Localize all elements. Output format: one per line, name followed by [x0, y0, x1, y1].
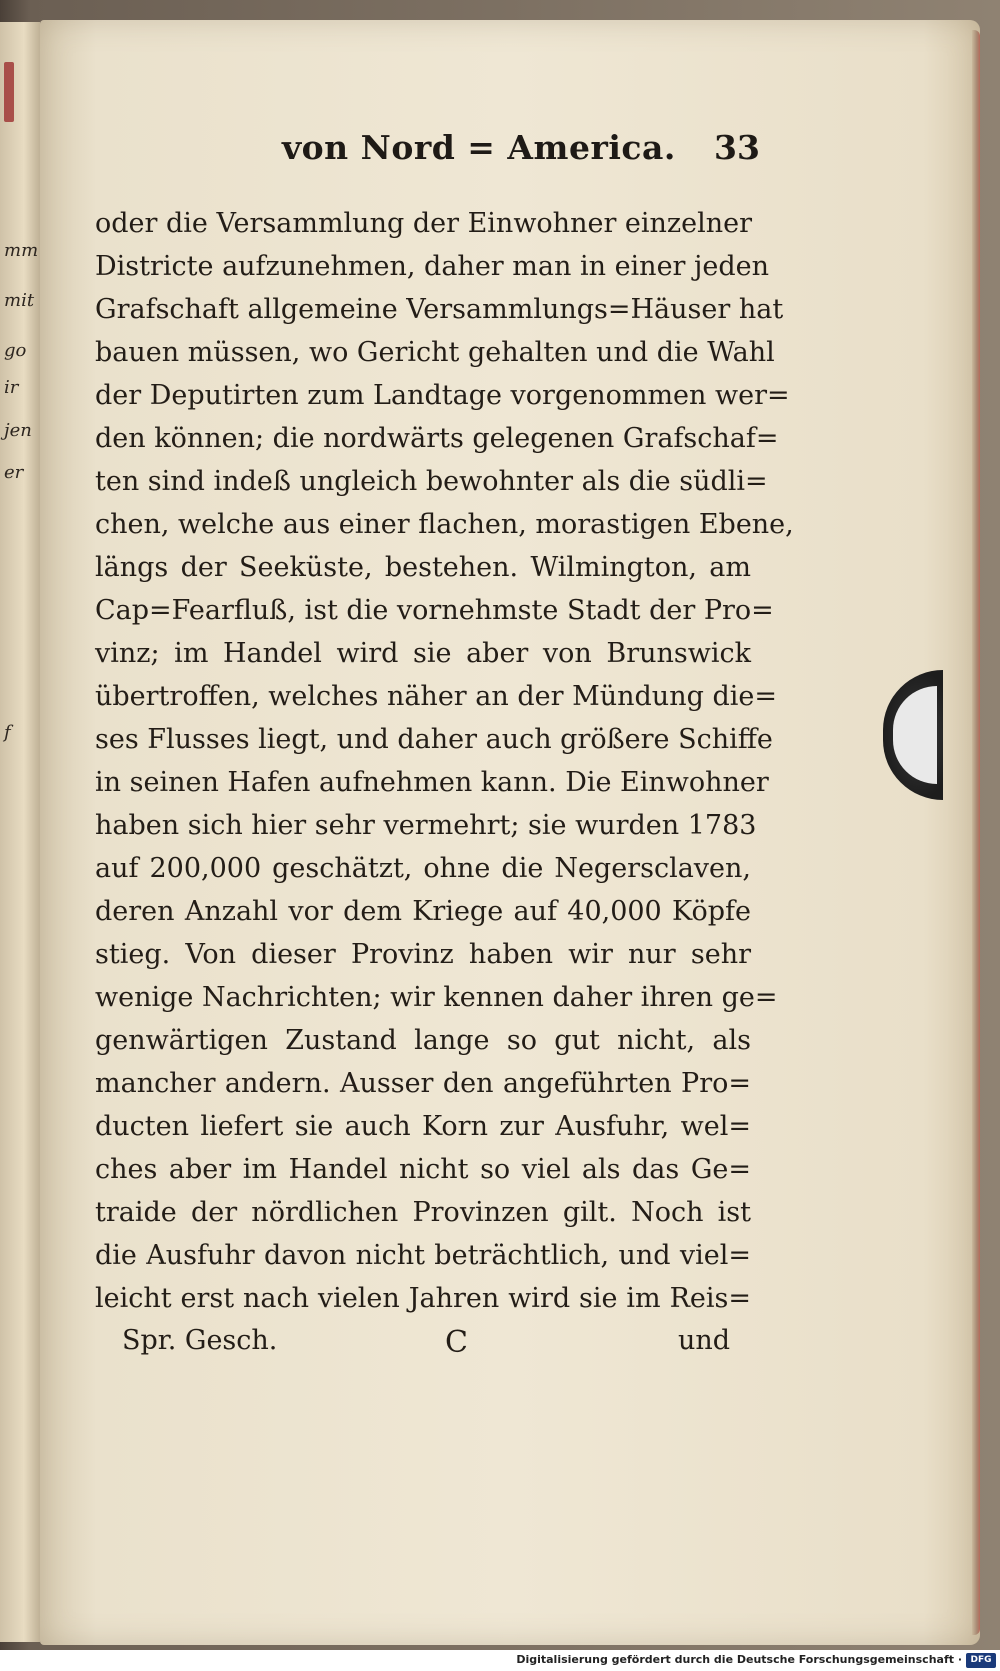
facing-page-edge: [0, 22, 42, 1642]
page-footer: [40, 1325, 980, 1375]
text-line: leicht erst nach vielen Jahren wird sie im Reis=: [95, 1283, 751, 1314]
text-line: den können; die nordwärts gelegenen Grafschaf=: [95, 423, 779, 454]
text-line: vinz; im Handel wird sie aber von Brunswick: [95, 638, 751, 669]
facing-page-fragment: f: [4, 722, 11, 743]
text-line: oder die Versammlung der Einwohner einzelner: [95, 208, 753, 239]
page-header: [40, 128, 980, 178]
credit-bar: [0, 1650, 1000, 1671]
facing-page-fragment: mm: [4, 240, 39, 261]
sheet-mark: C: [445, 1325, 468, 1360]
facing-page-fragment: mit: [4, 290, 35, 311]
text-line: längs der Seeküste, bestehen. Wilmington, am: [95, 552, 751, 583]
text-line: stieg. Von dieser Provinz haben wir nur sehr: [95, 939, 751, 970]
body-text: [95, 202, 794, 1320]
text-line: bauen müssen, wo Gericht gehalten und die Wahl: [95, 337, 775, 368]
text-line: deren Anzahl vor dem Kriege auf 40,000 Köpfe: [95, 896, 751, 927]
text-line: Districte aufzunehmen, daher man in einer jeden: [95, 251, 770, 282]
text-line: mancher andern. Ausser den angeführten Pro=: [95, 1068, 751, 1099]
text-line: traide der nördlichen Provinzen gilt. Noch ist: [95, 1197, 751, 1228]
text-line: übertroffen, welches näher an der Mündung die=: [95, 681, 777, 712]
text-line: der Deputirten zum Landtage vorgenommen wer=: [95, 380, 790, 411]
facing-page-fragment: jen: [4, 420, 32, 441]
signature-line: Spr. Gesch.: [122, 1325, 278, 1356]
running-head: von Nord = America.: [282, 128, 676, 167]
page-clip-inner: [893, 686, 937, 784]
text-line: haben sich hier sehr vermehrt; sie wurden 1783: [95, 810, 757, 841]
dfg-logo-icon: DFG: [966, 1653, 996, 1668]
facing-page-fragment: er: [4, 462, 24, 483]
facing-page-fragment: ir: [4, 377, 19, 398]
book-page: [40, 20, 980, 1645]
page-edge: [972, 30, 980, 1635]
red-page-edge: [4, 62, 14, 122]
text-line: ten sind indeß ungleich bewohnter als die südli=: [95, 466, 768, 497]
facing-page-fragment: go: [4, 340, 27, 361]
text-line: ducten liefert sie auch Korn zur Ausfuhr, wel=: [95, 1111, 751, 1142]
text-line: auf 200,000 geschätzt, ohne die Negersclaven,: [95, 853, 751, 884]
text-line: in seinen Hafen aufnehmen kann. Die Einwohner: [95, 767, 769, 798]
credit-text: Digitalisierung gefördert durch die Deutsche Forschungsgemeinschaft ·: [516, 1653, 962, 1666]
text-line: Grafschaft allgemeine Versammlungs=Häuser hat: [95, 294, 784, 325]
page-number: 33: [714, 128, 760, 167]
text-line: Cap=Fearfluß, ist die vornehmste Stadt der Pro=: [95, 595, 774, 626]
catchword: und: [678, 1325, 731, 1356]
text-line: ses Flusses liegt, und daher auch größere Schiffe: [95, 724, 773, 755]
text-line: genwärtigen Zustand lange so gut nicht, als: [95, 1025, 751, 1056]
text-line: ches aber im Handel nicht so viel als das Ge=: [95, 1154, 751, 1185]
text-line: chen, welche aus einer flachen, morastigen Ebene,: [95, 509, 794, 540]
text-line: die Ausfuhr davon nicht beträchtlich, und viel=: [95, 1240, 751, 1271]
text-line: wenige Nachrichten; wir kennen daher ihren ge=: [95, 982, 778, 1013]
